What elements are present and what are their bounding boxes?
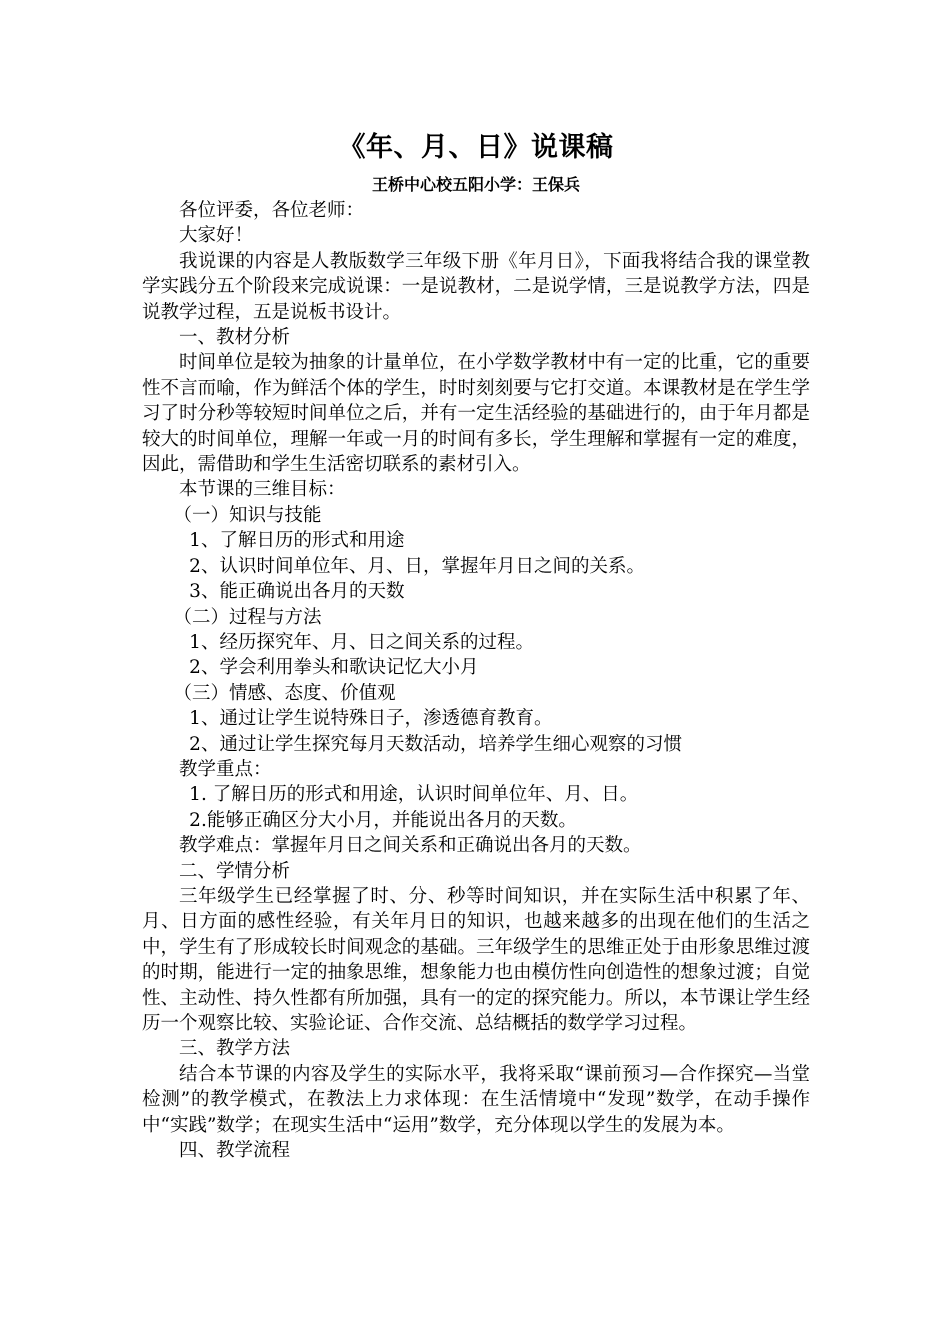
section-heading: 二、学情分析: [179, 860, 291, 882]
subheading: （一）知识与技能: [173, 504, 322, 526]
list-item: 2.能够正确区分大小月，并能说出各月的天数。: [189, 809, 577, 831]
list-item: 2、通过让学生探究每月天数活动，培养学生细心观察的习惯: [189, 733, 682, 755]
subheading: 本节课的三维目标：: [179, 479, 346, 501]
subheading: （二）过程与方法: [173, 606, 322, 628]
subheading: （三）情感、态度、价值观: [173, 682, 396, 704]
subheading: 教学重点：: [179, 758, 272, 780]
greeting-line: 各位评委，各位老师：: [179, 200, 365, 221]
list-item: 1、通过让学生说特殊日子，渗透德育教育。: [189, 708, 553, 730]
list-item: 2、学会利用拳头和歌诀记忆大小月: [189, 657, 479, 679]
document-author: 王桥中心校五阳小学：王保兵: [371, 175, 580, 194]
list-item: 3、能正确说出各月的天数: [189, 581, 405, 603]
list-item: 2、认识时间单位年、月、日，掌握年月日之间的关系。: [189, 555, 645, 577]
list-item: 1、了解日历的形式和用途: [189, 530, 405, 552]
section-heading: 一、教材分析: [179, 327, 291, 349]
body-paragraph: 结合本节课的内容及学生的实际水平，我将采取“课前预习—合作探究—当堂检测”的教学模式，在教法上力求体现：在生活情境中“发现”数学，在动手操作中“实践”数学；在现实生活中“运用”数学，充分体现以学生的发展为本。: [142, 1063, 810, 1136]
document-body: [142, 198, 810, 1163]
document-title: 《年、月、日》说课稿: [338, 132, 614, 163]
body-paragraph: 教学难点：掌握年月日之间关系和正确说出各月的天数。: [179, 835, 642, 857]
list-item: 1、经历探究年、月、日之间关系的过程。: [189, 631, 534, 653]
section-heading: 四、教学流程: [179, 1140, 291, 1162]
intro-paragraph: 我说课的内容是人教版数学三年级下册《年月日》，下面我将结合我的课堂教学实践分五个阶段来完成说课：一是说教材，二是说学情，三是说教学方法，四是说教学过程，五是说板书设计。: [142, 250, 810, 323]
list-item: 1. 了解日历的形式和用途，认识时间单位年、月、日。: [189, 784, 639, 806]
body-paragraph: 时间单位是较为抽象的计量单位，在小学数学教材中有一定的比重，它的重要性不言而喻，作为鲜活个体的学生，时时刻刻要与它打交道。本课教材是在学生学习了时分秒等较短时间单位之后，并有一定生活经验的基础进行的，由于年月都是较大的时间单位，理解一年或一月的时间有多长，学生理解和掌握有一定的难度，因此，需借助和学生生活密切联系的素材引入。: [142, 352, 810, 476]
body-paragraph: 三年级学生已经掌握了时、分、秒等时间知识，并在实际生活中积累了年、月、日方面的感性经验，有关年月日的知识，也越来越多的出现在他们的生活之中，学生有了形成较长时间观念的基础。三年级学生的思维正处于由形象思维过渡的时期，能进行一定的抽象思维，想象能力也由模仿性向创造性的想象过渡；自觉性、主动性、持久性都有所加强，具有一的定的探究能力。所以，本节课让学生经历一个观察比较、实验论证、合作交流、总结概括的数学学习过程。: [142, 885, 810, 1034]
section-heading: 三、教学方法: [179, 1038, 291, 1060]
greeting-line: 大家好！: [179, 225, 254, 247]
